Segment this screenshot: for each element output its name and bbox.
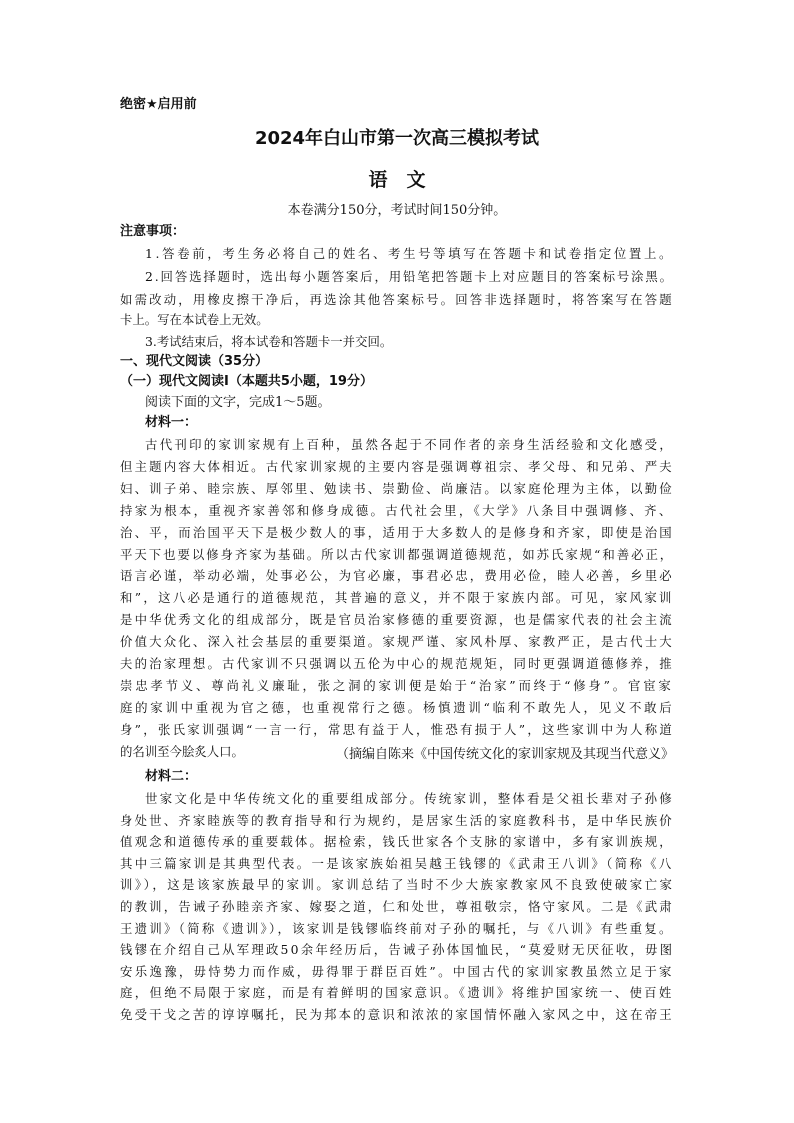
exam-title: 2024年白山市第一次高三模拟考试 bbox=[254, 128, 540, 149]
text-line: 语言必谨，举动必端，处事必公，为官必廉，事君必忠，费用必俭，睦人必善，乡里必 bbox=[120, 568, 674, 584]
note-item-2-line-3: 卡上。写在本试卷上无效。 bbox=[120, 312, 269, 327]
text-line: 治、平，而治国平天下是极少数人的事，适用于大多数人的是修身和齐家，即使是治国 bbox=[120, 524, 674, 540]
exam-info: 本卷满分150分，考试时间150分钟。 bbox=[287, 203, 507, 218]
text-line: 钱镠在介绍自己从军理政50余年经历后，告诫子孙体国恤民，“莫爱财无厌征收，毋图 bbox=[120, 942, 675, 958]
material-1-label: 材料一： bbox=[145, 415, 198, 430]
text-line: 但主题内容大体相近。古代家训家规的主要内容是强调尊祖宗、孝父母、和兄弟、严夫 bbox=[120, 458, 674, 474]
text-line: 崇忠孝节义、尊尚礼义廉耻，张之洞的家训便是始于“治家”而终于“修身”。官宦家 bbox=[120, 677, 674, 693]
text-line: 世家文化是中华传统文化的重要组成部分。传统家训，整体看是父祖长辈对子孙修 bbox=[145, 791, 675, 806]
text-line: 夫的治家理想。古代家训不只强调以五伦为中心的规范规矩，同时更强调道德修养，推 bbox=[120, 656, 674, 671]
section-heading: 一、现代文阅读（35分） bbox=[120, 354, 269, 369]
note-item-2-line-2: 如需改动，用橡皮擦干净后，再选涂其他答案标号。回答非选择题时，将答案写在答题 bbox=[120, 292, 674, 307]
reading-instruction: 阅读下面的文字，完成1～5题。 bbox=[145, 395, 331, 410]
subject-title: 语 文 bbox=[368, 169, 426, 191]
text-line: 庭，但绝不局限于家庭，而是有着鲜明的国家意识。《遗训》将维护国家统一、使百姓 bbox=[120, 985, 674, 1001]
note-item-2-line-1: 2.回答选择题时，选出每小题答案后，用铅笔把答题卡上对应题目的答案标号涂黑。 bbox=[145, 269, 674, 284]
text-line: 古代刊印的家训家规有上百种，虽然各起于不同作者的亲身生活经验和文化感受， bbox=[145, 437, 675, 452]
text-line: 持家为根本，重视齐家善邻和修身成德。古代社会里，《大学》八条目中强调修、齐、 bbox=[120, 502, 674, 518]
text-line: 和”，这八必是通行的道德规范，其普遍的意义，并不限于家族内部。可见，家风家训 bbox=[120, 590, 674, 606]
text-line: 是中华优秀文化的组成部分，既是官员治家修德的重要资源，也是儒家代表的社会主流 bbox=[120, 612, 674, 628]
note-item-1: 1.答卷前，考生务必将自己的姓名、考生号等填写在答题卡和试卷指定位置上。 bbox=[145, 246, 675, 261]
text-line: 身处世、齐家睦族等的教育指导和行为规约，是居家生活的家庭教科书，是中华民族价 bbox=[120, 812, 674, 828]
text-line: 妇、训子弟、睦宗族、厚邻里、勉读书、崇勤俭、尚廉洁。以家庭伦理为主体，以勤俭 bbox=[120, 480, 674, 496]
text-line: 王遗训》（简称《遗训》），该家训是钱镠临终前对子孙的嘱托，与《八训》有些重复。 bbox=[120, 920, 674, 936]
text-line: 庭的家训中重视为官之德，也重视常行之德。杨慎遗训“临利不敢先人，见义不敢后 bbox=[120, 699, 675, 715]
note-item-3: 3.考试结束后，将本试卷和答题卡一并交回。 bbox=[145, 334, 393, 349]
text-line: 的名训至今脍炙人口。 bbox=[120, 743, 244, 759]
text-line: 价值大众化、深入社会基层的重要渠道。家规严谨、家风朴厚、家教严正，是古代士大 bbox=[120, 634, 674, 650]
text-line: 值观念和道德传承的重要载体。据检索，钱氏世家各个支脉的家谱中，多有家训族规， bbox=[120, 834, 674, 850]
text-line: 免受干戈之苦的谆谆嘱托，民为邦本的意识和浓浓的家国情怀融入家风之中，这在帝王 bbox=[120, 1007, 674, 1022]
text-line: 训》），这是该家族最早的家训。家训总结了当时不少大族家教家风不良致使破家亡家 bbox=[120, 877, 675, 893]
text-line: 身”，张氏家训强调“一言一行，常思有益于人，惟恐有损于人”，这些家训中为人称道 bbox=[120, 721, 675, 737]
material-1-source: （摘编自陈来《中国传统文化的家训家规及其现当代意义》 bbox=[335, 747, 674, 762]
text-line: 的教训，告诫子孙睦亲齐家、嫁娶之道，仁和处世，尊祖敬宗，恪守家风。二是《武肃 bbox=[120, 899, 674, 914]
text-line: 其中三篇家训是其典型代表。一是该家族始祖吴越王钱镠的《武肃王八训》（简称《八 bbox=[120, 855, 674, 871]
text-line: 平天下也要以修身齐家为基础。所以古代家训都强调道德规范，如苏氏家规“和善必正， bbox=[120, 546, 675, 562]
material-2-label: 材料二： bbox=[145, 769, 198, 784]
notes-heading: 注意事项： bbox=[120, 224, 186, 239]
confidential-mark: 绝密★启用前 bbox=[120, 97, 197, 112]
text-line: 安乐逸豫，毋恃势力而作威，毋得罪于群臣百姓”。中国古代的家训家教虽然立足于家 bbox=[120, 963, 674, 979]
sub-section-heading: （一）现代文阅读Ⅰ（本题共5小题，19分） bbox=[120, 374, 373, 389]
